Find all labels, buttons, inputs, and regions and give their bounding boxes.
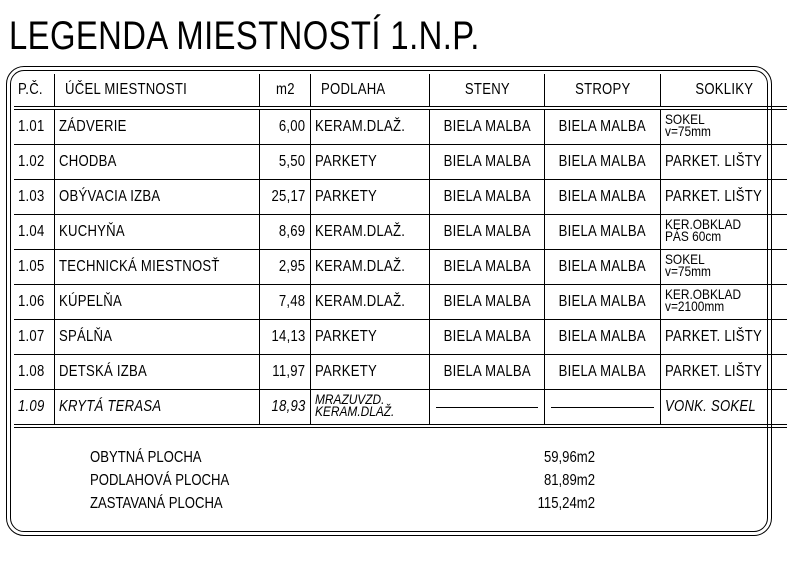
room-skirting-line: SOKEL	[664, 251, 705, 267]
room-walls	[429, 180, 544, 215]
room-area	[260, 285, 311, 320]
room-skirting-text	[665, 253, 711, 277]
room-floor	[310, 145, 429, 180]
table-row	[14, 320, 787, 355]
header-label: ÚČEL MIESTNOSTI	[65, 81, 188, 98]
room-purpose-text: CHODBA	[59, 153, 117, 170]
room-skirting-line: SOKEL	[664, 111, 705, 127]
room-area-text: 2,95	[279, 258, 306, 275]
room-floor	[310, 320, 429, 355]
header-cell-purpose	[55, 74, 260, 108]
table-row	[14, 180, 787, 215]
room-number-text: 1.04	[18, 223, 45, 240]
header-row	[14, 74, 787, 108]
summary-value-floor: 81,89m2	[543, 472, 595, 489]
room-ceiling-text: BIELA MALBA	[558, 153, 647, 170]
room-area	[260, 320, 311, 355]
table-row	[14, 108, 787, 145]
room-walls-text: BIELA MALBA	[443, 223, 531, 240]
room-number	[14, 355, 55, 390]
room-number	[14, 390, 55, 427]
room-area-text: 14,13	[271, 328, 306, 345]
room-skirting-line: v=75mm	[664, 123, 711, 139]
room-purpose-text: TECHNICKÁ MIESTNOSŤ	[59, 258, 221, 275]
room-skirting-text	[665, 288, 741, 312]
room-walls-text: BIELA MALBA	[443, 363, 531, 380]
room-number-text: 1.06	[18, 293, 45, 310]
room-number-text: 1.09	[18, 398, 45, 415]
room-area	[260, 390, 311, 427]
header-cell-floor	[310, 74, 429, 108]
room-ceiling	[545, 390, 660, 427]
room-skirting	[660, 215, 787, 250]
room-ceiling	[545, 250, 660, 285]
room-ceiling-text: BIELA MALBA	[558, 223, 647, 240]
room-walls-text: BIELA MALBA	[443, 328, 531, 345]
room-purpose	[55, 180, 260, 215]
room-skirting	[660, 355, 787, 390]
room-skirting-text	[665, 218, 741, 242]
room-number	[14, 215, 55, 250]
room-ceiling-text: BIELA MALBA	[558, 363, 647, 380]
room-number-text: 1.02	[18, 153, 45, 170]
table-row	[14, 355, 787, 390]
room-ceiling	[545, 108, 660, 145]
room-area	[260, 108, 311, 145]
room-ceiling-text: BIELA MALBA	[558, 258, 647, 275]
header-label: STROPY	[574, 81, 631, 98]
room-skirting-line: KER.OBKLAD	[664, 286, 741, 302]
room-purpose	[55, 320, 260, 355]
room-number-text: 1.01	[18, 118, 45, 135]
room-area-text: 8,69	[279, 223, 306, 240]
room-walls	[429, 215, 544, 250]
room-walls	[429, 145, 544, 180]
room-walls	[429, 320, 544, 355]
room-walls	[429, 250, 544, 285]
room-number	[14, 180, 55, 215]
room-number-text: 1.05	[18, 258, 45, 275]
room-ceiling	[545, 320, 660, 355]
header-label: P.Č.	[18, 81, 43, 98]
room-area	[260, 355, 311, 390]
room-floor	[310, 285, 429, 320]
room-floor-text	[315, 393, 394, 417]
room-ceiling-text: BIELA MALBA	[558, 328, 647, 345]
room-walls-text: BIELA MALBA	[443, 118, 531, 135]
room-ceiling	[545, 145, 660, 180]
room-purpose-text: OBÝVACIA IZBA	[59, 188, 161, 205]
summary-label-floor: PODLAHOVÁ PLOCHA	[90, 472, 230, 489]
table-row	[14, 145, 787, 180]
room-number	[14, 285, 55, 320]
room-ceiling	[545, 215, 660, 250]
empty-dash	[436, 407, 538, 408]
room-skirting-text	[665, 113, 711, 137]
room-skirting-text: PARKET. LIŠTY	[664, 188, 762, 205]
header-cell-no	[14, 74, 55, 108]
room-area-text: 6,00	[279, 118, 306, 135]
room-area-text: 25,17	[271, 188, 306, 205]
room-purpose	[55, 215, 260, 250]
header-label: PODLAHA	[320, 81, 386, 98]
room-purpose	[55, 285, 260, 320]
legend-title: LEGENDA MIESTNOSTÍ 1.N.P.	[9, 14, 480, 58]
room-skirting	[660, 180, 787, 215]
room-skirting-text: PARKET. LIŠTY	[664, 153, 762, 170]
header-cell-skirting	[660, 74, 787, 108]
room-area	[260, 215, 311, 250]
room-area-text: 7,48	[279, 293, 306, 310]
room-area-text: 18,93	[271, 398, 306, 415]
room-purpose-text: KRYTÁ TERASA	[59, 398, 162, 415]
room-skirting-text: PARKET. LIŠTY	[664, 363, 762, 380]
room-floor-line: KERAM.DLAŽ.	[314, 403, 395, 419]
summary-value-built: 115,24m2	[537, 495, 595, 512]
room-number-text: 1.03	[18, 188, 45, 205]
header-cell-ceiling	[545, 74, 660, 108]
room-purpose-text: KÚPELŇA	[59, 293, 123, 310]
summary-values	[480, 446, 595, 515]
room-purpose	[55, 250, 260, 285]
summary-label-built: ZASTAVANÁ PLOCHA	[90, 495, 223, 512]
room-ceiling	[545, 180, 660, 215]
room-skirting	[660, 250, 787, 285]
room-ceiling	[545, 285, 660, 320]
room-number	[14, 320, 55, 355]
room-floor-text: PARKETY	[314, 153, 377, 170]
room-floor-text: KERAM.DLAŽ.	[314, 258, 406, 275]
room-ceiling-text: BIELA MALBA	[558, 188, 647, 205]
room-walls	[429, 390, 544, 427]
room-floor-text: PARKETY	[314, 363, 377, 380]
room-area	[260, 180, 311, 215]
room-number	[14, 108, 55, 145]
header-label: STENY	[464, 81, 510, 98]
room-area	[260, 250, 311, 285]
room-area-text: 5,50	[279, 153, 306, 170]
room-purpose	[55, 108, 260, 145]
room-walls-text: BIELA MALBA	[443, 153, 531, 170]
room-skirting-text: VONK. SOKEL	[664, 398, 756, 415]
table-row	[14, 285, 787, 320]
room-walls	[429, 285, 544, 320]
table-row	[14, 250, 787, 285]
room-purpose	[55, 145, 260, 180]
room-skirting-line: KER.OBKLAD	[664, 216, 741, 232]
room-skirting	[660, 390, 787, 427]
header-cell-walls	[429, 74, 544, 108]
room-purpose-text: KUCHYŇA	[59, 223, 126, 240]
room-purpose-text: SPÁLŇA	[59, 328, 113, 345]
room-skirting	[660, 320, 787, 355]
room-purpose-text: DETSKÁ IZBA	[59, 363, 148, 380]
room-walls	[429, 355, 544, 390]
room-ceiling-text: BIELA MALBA	[558, 118, 647, 135]
room-floor	[310, 215, 429, 250]
room-number-text: 1.08	[18, 363, 45, 380]
room-number	[14, 145, 55, 180]
room-number	[14, 250, 55, 285]
room-legend-table	[14, 74, 787, 428]
room-floor	[310, 355, 429, 390]
room-skirting	[660, 145, 787, 180]
room-number-text: 1.07	[18, 328, 45, 345]
room-skirting	[660, 285, 787, 320]
header-label: SOKLIKY	[694, 81, 753, 98]
room-floor-text: PARKETY	[314, 188, 377, 205]
room-walls-text: BIELA MALBA	[443, 293, 531, 310]
room-skirting-line: v=75mm	[664, 263, 711, 279]
empty-dash	[551, 407, 653, 408]
room-floor-text: PARKETY	[314, 328, 377, 345]
summary-label-living: OBYTNÁ PLOCHA	[90, 449, 202, 466]
summary-value-living: 59,96m2	[543, 449, 595, 466]
table-row	[14, 215, 787, 250]
room-floor	[310, 250, 429, 285]
room-floor-text: KERAM.DLAŽ.	[314, 118, 406, 135]
room-floor	[310, 108, 429, 145]
header-label: m2	[275, 81, 295, 98]
room-floor-text: KERAM.DLAŽ.	[314, 293, 406, 310]
room-purpose	[55, 355, 260, 390]
room-skirting-text: PARKET. LIŠTY	[664, 328, 762, 345]
room-ceiling	[545, 355, 660, 390]
room-purpose-text: ZÁDVERIE	[59, 118, 127, 135]
table-row	[14, 390, 787, 427]
room-floor	[310, 390, 429, 427]
room-ceiling-text: BIELA MALBA	[558, 293, 647, 310]
room-walls-text: BIELA MALBA	[443, 258, 531, 275]
room-area-text: 11,97	[272, 363, 306, 380]
room-floor-text: KERAM.DLAŽ.	[314, 223, 406, 240]
header-cell-area	[260, 74, 311, 108]
room-purpose	[55, 390, 260, 427]
room-floor	[310, 180, 429, 215]
room-skirting	[660, 108, 787, 145]
room-skirting-line: v=2100mm	[664, 298, 724, 314]
room-floor-line: MRAZUVZD.	[314, 391, 385, 407]
room-walls-text: BIELA MALBA	[443, 188, 531, 205]
room-skirting-line: PÁS 60cm	[664, 228, 721, 244]
room-walls	[429, 108, 544, 145]
room-area	[260, 145, 311, 180]
summary-labels	[90, 446, 260, 515]
